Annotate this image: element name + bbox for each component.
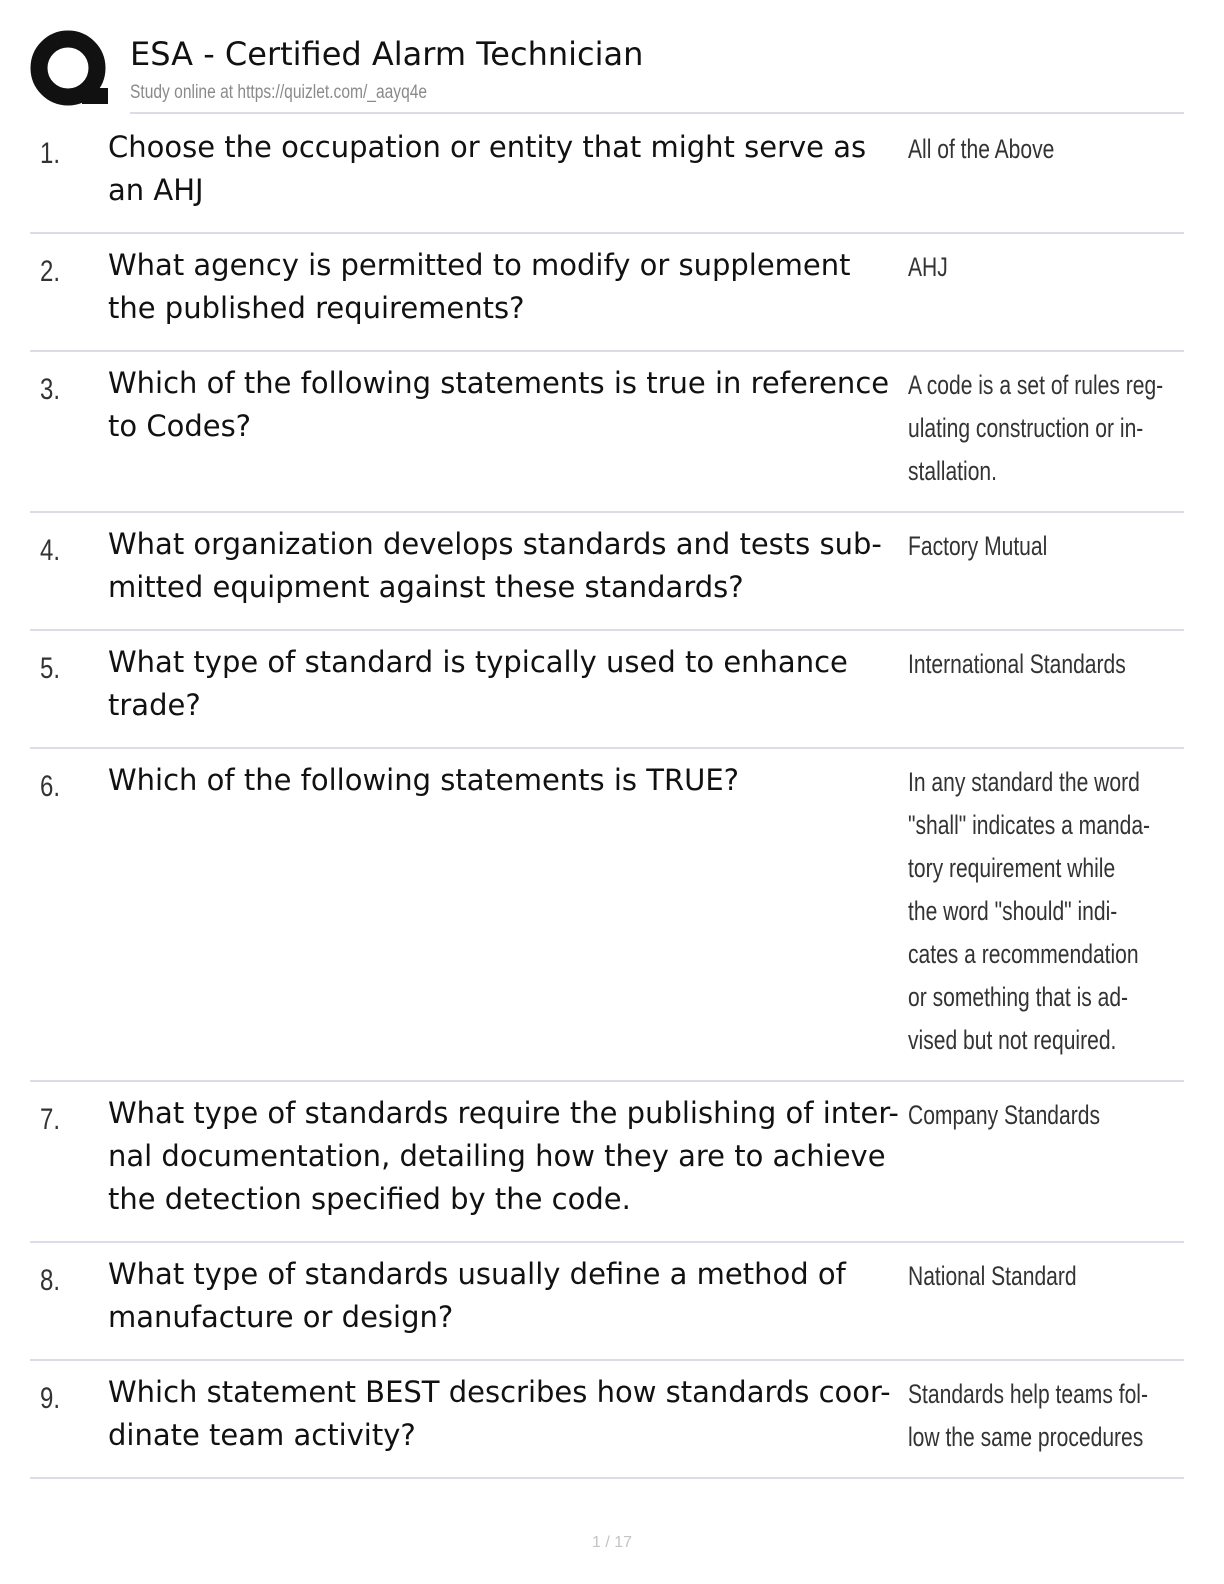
- card-number: 7.: [40, 1103, 61, 1136]
- card-answer: [908, 1094, 1165, 1137]
- card-question: [108, 244, 898, 330]
- question-line: the detection specified by the code.: [108, 1182, 631, 1216]
- card-question: [108, 126, 898, 212]
- answer-line: Factory Mutual: [908, 531, 1048, 561]
- card-number: 6.: [40, 770, 61, 803]
- card-number: 1.: [40, 137, 61, 170]
- question-line: What organization develops standards and tests sub-: [108, 527, 882, 561]
- card-number: 5.: [40, 652, 61, 685]
- document-title: ESA - Certified Alarm Technician: [130, 35, 644, 73]
- answer-line: stallation.: [908, 456, 997, 486]
- question-line: to Codes?: [108, 409, 252, 443]
- card-question: [108, 759, 898, 802]
- question-line: an AHJ: [108, 173, 204, 207]
- answer-line: cates a recommendation: [908, 939, 1139, 969]
- document-header: [30, 30, 1184, 114]
- question-line: dinate team activity?: [108, 1418, 416, 1452]
- flashcard-list: [30, 116, 1184, 1479]
- question-line: What agency is permitted to modify or supplement: [108, 248, 851, 282]
- answer-line: Standards help teams fol-: [908, 1379, 1148, 1409]
- header-divider: [130, 112, 1184, 114]
- flashcard-row: [30, 1082, 1184, 1243]
- answer-line: vised but not required.: [908, 1025, 1117, 1055]
- question-line: nal documentation, detailing how they are to achieve: [108, 1139, 886, 1173]
- flashcard-row: [30, 1361, 1184, 1479]
- card-number: 2.: [40, 255, 61, 288]
- question-line: What type of standards usually define a method of: [108, 1257, 846, 1291]
- answer-line: low the same procedures: [908, 1422, 1144, 1452]
- answer-line: tory requirement while: [908, 853, 1116, 883]
- card-question: [108, 1371, 898, 1457]
- card-question: [108, 523, 898, 609]
- card-question: [108, 1253, 898, 1339]
- answer-line: In any standard the word: [908, 767, 1140, 797]
- card-answer: [908, 643, 1165, 686]
- flashcard-row: [30, 352, 1184, 513]
- card-number: 4.: [40, 534, 61, 567]
- answer-line: or something that is ad-: [908, 982, 1129, 1012]
- card-number: 3.: [40, 373, 61, 406]
- card-question: [108, 1092, 898, 1221]
- question-line: What type of standards require the publishing of inter-: [108, 1096, 899, 1130]
- question-line: What type of standard is typically used to enhance: [108, 645, 848, 679]
- card-number: 9.: [40, 1382, 61, 1415]
- question-line: Choose the occupation or entity that might serve as: [108, 130, 867, 164]
- flashcard-row: [30, 234, 1184, 352]
- answer-line: "shall" indicates a manda-: [908, 810, 1151, 840]
- flashcard-row: [30, 631, 1184, 749]
- answer-line: ulating construction or in-: [908, 413, 1144, 443]
- answer-line: AHJ: [908, 252, 948, 282]
- card-number: 8.: [40, 1264, 61, 1297]
- page-number: 1 / 17: [591, 1534, 633, 1551]
- answer-line: All of the Above: [908, 134, 1055, 164]
- question-line: manufacture or design?: [108, 1300, 454, 1334]
- card-answer: [908, 761, 1165, 1062]
- quizlet-logo-icon: [30, 30, 110, 110]
- answer-line: International Standards: [908, 649, 1126, 679]
- answer-line: Company Standards: [908, 1100, 1100, 1130]
- answer-line: National Standard: [908, 1261, 1077, 1291]
- card-answer: [908, 525, 1165, 568]
- card-answer: [908, 364, 1165, 493]
- flashcard-row: [30, 1243, 1184, 1361]
- question-line: Which of the following statements is TRUE?: [108, 763, 740, 797]
- flashcard-row: [30, 513, 1184, 631]
- answer-line: the word "should" indi-: [908, 896, 1118, 926]
- question-line: Which statement BEST describes how standards coor-: [108, 1375, 891, 1409]
- flashcard-row: [30, 116, 1184, 234]
- question-line: mitted equipment against these standards?: [108, 570, 744, 604]
- question-line: Which of the following statements is true in reference: [108, 366, 890, 400]
- card-question: [108, 362, 898, 448]
- card-answer: [908, 1373, 1165, 1459]
- card-answer: [908, 1255, 1165, 1298]
- study-online-link[interactable]: Study online at https://quizlet.com/_aayq4e: [130, 82, 428, 103]
- question-line: the published requirements?: [108, 291, 525, 325]
- flashcard-row: [30, 749, 1184, 1082]
- answer-line: A code is a set of rules reg-: [908, 370, 1164, 400]
- question-line: trade?: [108, 688, 201, 722]
- card-answer: [908, 128, 1165, 171]
- card-answer: [908, 246, 1165, 289]
- card-question: [108, 641, 898, 727]
